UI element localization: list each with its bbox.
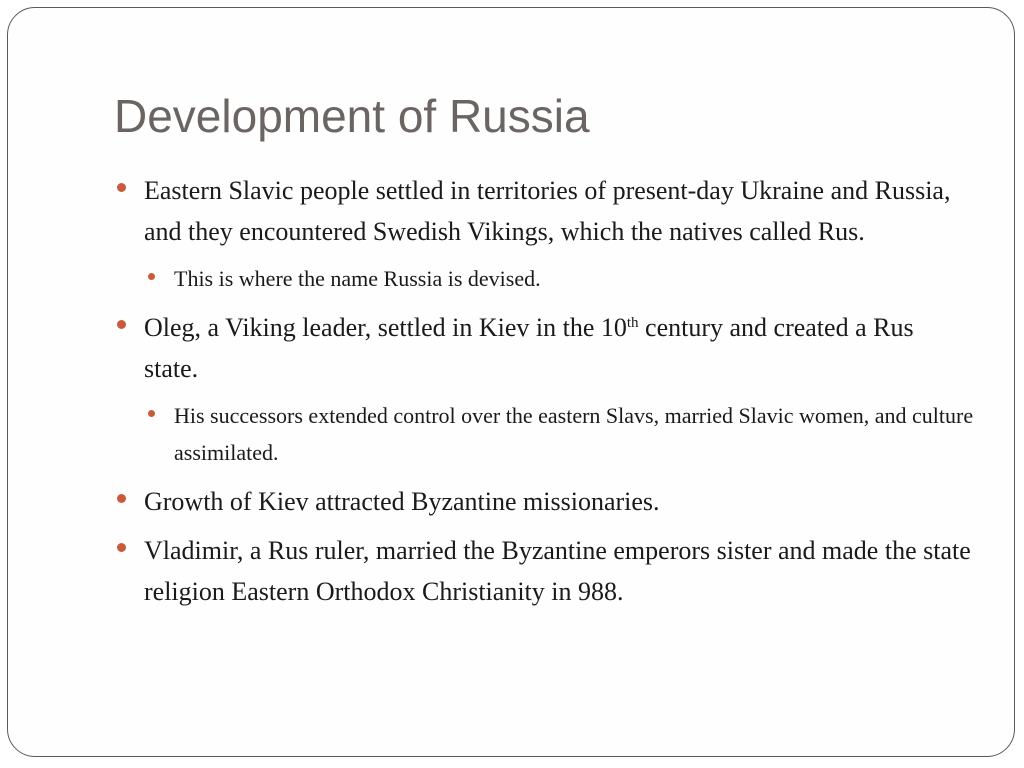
- subbullet-2-1-text: His successors extended control over the eastern Slavs, married Slavic women, and culture assimilated.: [174, 403, 974, 465]
- bullet-4: [114, 530, 974, 612]
- subbullet-1-1: [144, 260, 974, 297]
- bullet-4-text: Vladimir, a Rus ruler, married the Byzantine emperors sister and made the state religion Eastern Orthodox Christianity in 988.: [144, 536, 971, 606]
- bullet-dot-icon: [148, 273, 155, 280]
- bullet-2-text-before: Oleg, a Viking leader, settled in Kiev in the 10: [144, 313, 627, 342]
- bullet-dot-icon: [148, 410, 155, 417]
- bullet-1-text: Eastern Slavic people settled in territories of present-day Ukraine and Russia, and they encountered Swedish Vikings, which the natives called Rus.: [144, 176, 951, 246]
- bullet-2-superscript: th: [626, 315, 639, 331]
- subbullet-1-1-text: This is where the name Russia is devised.: [174, 266, 541, 291]
- bullet-dot-icon: [117, 320, 126, 329]
- bullet-2: [114, 307, 974, 389]
- bullet-dot-icon: [117, 494, 126, 503]
- bullet-3: [114, 481, 974, 522]
- slide-content: [114, 170, 974, 620]
- subbullet-2-1: [144, 397, 974, 471]
- bullet-dot-icon: [117, 543, 126, 552]
- slide-title: Development of Russia: [114, 90, 590, 142]
- bullet-2-text-after: century and created a Rus state.: [144, 313, 914, 383]
- bullet-dot-icon: [117, 183, 126, 192]
- bullet-3-text: Growth of Kiev attracted Byzantine missionaries.: [144, 487, 660, 516]
- bullet-1: [114, 170, 974, 252]
